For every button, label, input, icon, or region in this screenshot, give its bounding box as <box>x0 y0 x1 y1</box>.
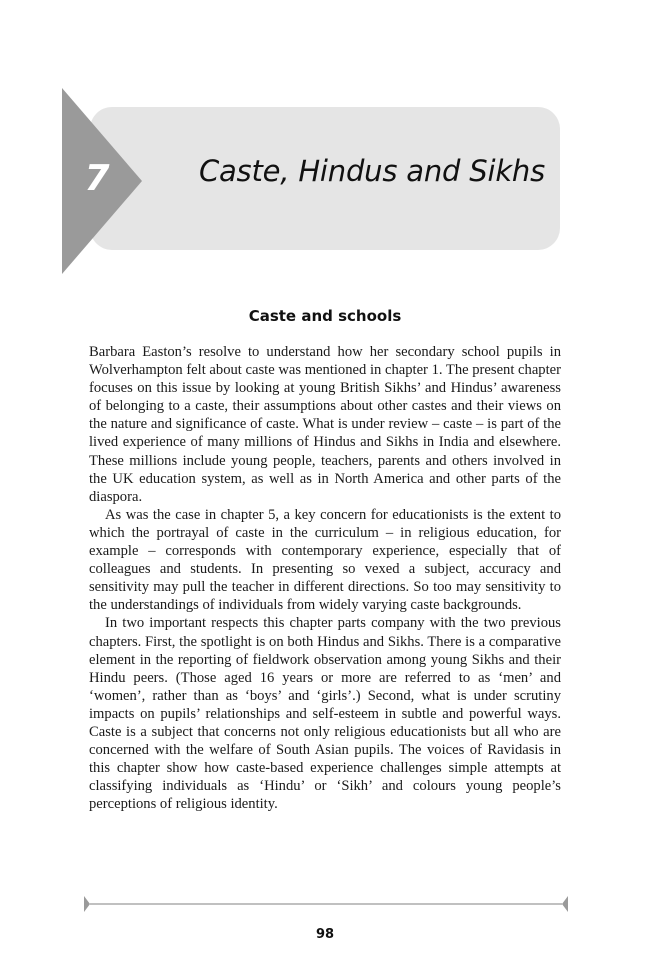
body-text <box>89 343 561 813</box>
paragraph: Barbara Easton’s resolve to understand how her secondary school pupils in Wolverhampton felt about caste was mentioned in chapter 1. The present chapter focuses on this issue by looking at young British Sikhs’ and Hindus’ awareness of belonging to a caste, their assumptions about other castes and their views on the nature and significance of caste. What is under review – caste – is part of the lived experience of many millions of Hindus and Sikhs in India and elsewhere. These millions include young people, teachers, parents and others involved in the UK education system, as well as in North America and other parts of the diaspora. <box>89 344 561 505</box>
footer-rule <box>84 896 568 912</box>
chapter-title: Caste, Hindus and Sikhs <box>198 154 545 188</box>
chapter-banner <box>0 0 650 300</box>
section-heading: Caste and schools <box>248 307 402 325</box>
paragraph: In two important respects this chapter parts company with the two previous chapters. First, the spotlight is on both Hindus and Sikhs. There is a comparative element in the reporting of fieldwork observation among young Sikhs and their Hindu peers. (Those aged 16 years or more are referred to as ‘men’ and ‘women’, rather than as ‘boys’ and ‘girls’.) Second, what is under scrutiny impacts on pupils’ relationships and self-esteem in subtle and powerful ways. Caste is a subject that concerns not only religious educationists but all who are concerned with the welfare of South Asian pupils. The voices of Ravidasis in this chapter show how caste-based experience challenges simple attempts at classifying individuals as ‘Hindu’ or ‘Sikh’ and colours young people’s perceptions of religious identity. <box>89 615 561 813</box>
page-number: 98 <box>315 927 335 942</box>
chapter-number: 7 <box>84 158 110 199</box>
paragraph: As was the case in chapter 5, a key concern for educationists is the extent to which the portrayal of caste in the curriculum – in religious education, for example – corresponds with contemporary experience, especially that of colleagues and students. In presenting so vexed a subject, accuracy and sensitivity may pull the teacher in different directions. So too may sensitivity to the understandings of individuals from widely varying caste backgrounds. <box>89 506 561 614</box>
